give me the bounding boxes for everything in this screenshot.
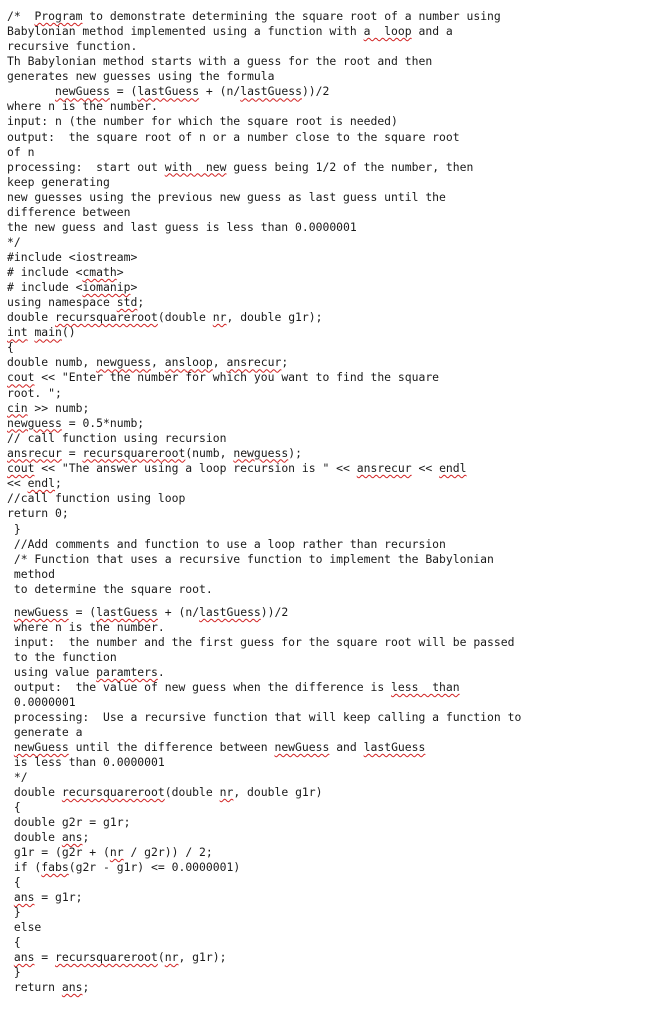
code-text: { xyxy=(7,800,21,814)
code-text: double numb, xyxy=(7,355,97,370)
code-text: , xyxy=(151,355,165,370)
spellcheck-underlined-word: ansloop xyxy=(164,355,213,370)
code-line xyxy=(7,250,137,265)
code-line xyxy=(7,567,55,582)
code-text: ; xyxy=(137,295,145,310)
code-line xyxy=(7,965,21,980)
code-line xyxy=(7,220,357,235)
code-text: Babylonian method implemented using a function with xyxy=(7,24,364,39)
spellcheck-underlined-word: ans xyxy=(13,890,35,904)
spellcheck-underlined-word: paramters xyxy=(96,665,158,679)
code-line xyxy=(7,950,226,965)
code-text: */ xyxy=(7,234,21,249)
code-line xyxy=(7,431,226,446)
code-text: << "Enter the number for which you want to find the square xyxy=(34,370,440,385)
code-text: # include < xyxy=(7,280,83,295)
code-text: new guesses using the previous new guess as last guess until the xyxy=(7,189,446,204)
code-line xyxy=(7,935,21,950)
code-line xyxy=(7,99,158,114)
code-text: root. "; xyxy=(7,385,62,400)
code-text: return 0; xyxy=(7,506,69,520)
code-text: , xyxy=(212,355,227,370)
spellcheck-underlined-word: lastGuess xyxy=(199,605,261,619)
spellcheck-underlined-word: ansrecur xyxy=(356,460,412,475)
code-text: { xyxy=(7,875,21,889)
code-text: output: the value of new guess when the difference is xyxy=(7,680,392,694)
code-line xyxy=(7,680,460,695)
code-line xyxy=(7,325,76,340)
code-line xyxy=(7,537,446,552)
code-text: ( xyxy=(157,950,165,964)
code-line xyxy=(7,386,62,401)
code-text: double xyxy=(7,785,62,799)
code-text: ; xyxy=(82,830,90,844)
code-text: until the difference between xyxy=(68,740,275,754)
spellcheck-underlined-word: recursquareroot xyxy=(61,785,165,799)
spellcheck-underlined-word: int xyxy=(7,325,28,340)
code-text: and xyxy=(329,740,364,754)
code-text: ; xyxy=(55,475,62,490)
code-text: (double xyxy=(157,310,213,325)
code-line xyxy=(7,39,137,54)
code-text: > xyxy=(116,265,124,279)
code-text: ))/2 xyxy=(301,84,330,99)
code-line xyxy=(7,920,41,935)
code-text: () xyxy=(61,325,76,340)
code-line xyxy=(7,785,323,800)
code-text: using namespace xyxy=(7,295,117,310)
code-line xyxy=(7,84,329,99)
code-line xyxy=(7,800,21,815)
spellcheck-underlined-word: newGuess xyxy=(55,84,110,99)
code-text: , double g1r) xyxy=(233,785,323,799)
code-line xyxy=(7,491,185,506)
code-text: of n xyxy=(7,144,35,159)
spellcheck-underlined-word: cout xyxy=(7,460,35,475)
code-text: guess being 1/2 of the number, then xyxy=(226,159,474,174)
spellcheck-underlined-word: endl xyxy=(439,460,467,475)
code-text: # include < xyxy=(7,265,83,279)
code-line xyxy=(7,295,144,310)
code-text: // call function using recursion xyxy=(7,430,227,445)
code-line xyxy=(7,205,130,220)
code-text: << "The answer using a loop recursion is " << xyxy=(34,460,357,475)
code-text xyxy=(7,740,14,754)
spellcheck-underlined-word: with new xyxy=(164,159,227,174)
spellcheck-underlined-word: less than xyxy=(391,680,460,694)
spellcheck-underlined-word: lastGuess xyxy=(137,84,200,99)
code-text: to demonstrate determining the square root of a number using xyxy=(82,9,501,23)
code-text: ); xyxy=(288,445,302,460)
code-line xyxy=(7,770,28,785)
code-line xyxy=(7,9,501,24)
code-line xyxy=(7,160,473,175)
code-text xyxy=(7,84,55,98)
code-line xyxy=(7,665,165,680)
code-line xyxy=(7,845,213,860)
code-line xyxy=(7,280,137,295)
code-line xyxy=(7,69,274,84)
code-text: */ xyxy=(7,770,28,784)
code-line xyxy=(7,340,14,355)
spellcheck-underlined-word: newguess xyxy=(233,445,289,460)
spellcheck-underlined-word: newGuess xyxy=(274,740,330,754)
spellcheck-underlined-word: ans xyxy=(61,830,83,844)
spellcheck-underlined-word: cmath xyxy=(82,265,117,279)
code-text: > xyxy=(130,280,138,295)
code-text: ))/2 xyxy=(260,605,289,619)
spellcheck-underlined-word: main xyxy=(34,325,62,340)
code-text: = ( xyxy=(109,84,138,99)
spellcheck-underlined-word: cin xyxy=(7,400,28,415)
code-text: using value xyxy=(7,665,97,679)
code-text: is less than 0.0000001 xyxy=(7,755,165,769)
code-text: = ( xyxy=(68,605,97,619)
code-line xyxy=(7,476,62,491)
code-text: else xyxy=(7,920,42,934)
code-line xyxy=(7,54,432,69)
code-line xyxy=(7,190,446,205)
code-line xyxy=(7,905,21,920)
spellcheck-underlined-word: endl xyxy=(27,475,56,490)
code-text: = 0.5*numb; xyxy=(61,415,145,430)
code-line xyxy=(7,24,453,39)
spellcheck-underlined-word: newguess xyxy=(7,415,62,430)
spellcheck-underlined-word: ansrecur xyxy=(7,445,62,460)
code-text: /* xyxy=(7,9,35,23)
code-text: method xyxy=(7,567,56,581)
code-text: return xyxy=(7,980,62,994)
spellcheck-underlined-word: ans xyxy=(61,980,83,994)
code-line xyxy=(7,506,69,521)
code-line xyxy=(7,980,89,995)
code-text: recursive function. xyxy=(7,39,138,54)
spellcheck-underlined-word: cout xyxy=(7,370,35,385)
spellcheck-underlined-word: iomanip xyxy=(82,280,131,295)
code-line xyxy=(7,175,110,190)
code-line xyxy=(7,860,240,875)
code-text: } xyxy=(7,522,21,536)
spellcheck-underlined-word: recursquareroot xyxy=(82,445,186,460)
code-line xyxy=(7,522,21,537)
spellcheck-underlined-word: fabs xyxy=(41,860,69,874)
code-text: } xyxy=(7,965,21,979)
code-text: generate a xyxy=(7,725,83,739)
code-text: where n is the number. xyxy=(7,620,165,634)
spellcheck-underlined-word: newguess xyxy=(96,355,152,370)
code-line xyxy=(7,875,21,890)
code-text: + (n/ xyxy=(157,605,200,619)
code-text: #include <iostream> xyxy=(7,250,138,264)
code-text: } xyxy=(7,905,21,919)
code-line xyxy=(7,635,514,650)
spellcheck-underlined-word: Program xyxy=(34,9,83,23)
code-text: >> numb; xyxy=(27,400,90,415)
code-line xyxy=(7,830,89,845)
code-text xyxy=(7,950,14,964)
code-text: keep generating xyxy=(7,174,110,189)
code-text: { xyxy=(7,935,21,949)
code-text: processing: start out xyxy=(7,159,165,174)
code-line xyxy=(7,401,89,416)
spellcheck-underlined-word: nr xyxy=(164,950,179,964)
spellcheck-underlined-word: ans xyxy=(13,950,35,964)
code-line xyxy=(7,710,521,725)
code-text: output: the square root of n or a number close to the square root xyxy=(7,129,460,144)
code-text: if ( xyxy=(7,860,42,874)
code-text: and a xyxy=(411,24,453,39)
code-text: (g2r - g1r) <= 0.0000001) xyxy=(68,860,241,874)
code-text: , double g1r); xyxy=(226,310,323,325)
code-text: / g2r)) / 2; xyxy=(123,845,213,859)
spellcheck-underlined-word: lastGuess xyxy=(240,84,302,99)
code-text: = g1r; xyxy=(34,890,83,904)
code-text: //call function using loop xyxy=(7,490,186,505)
code-line xyxy=(7,815,130,830)
code-text: input: the number and the first guess for the square root will be passed xyxy=(7,635,515,649)
code-line xyxy=(7,130,460,145)
code-line xyxy=(7,355,288,370)
code-line xyxy=(7,650,117,665)
code-text: (numb, xyxy=(185,445,234,460)
spellcheck-underlined-word: recursquareroot xyxy=(55,310,158,325)
code-text: double xyxy=(7,310,56,325)
code-text: to determine the square root. xyxy=(7,582,213,596)
spellcheck-underlined-word: lastGuess xyxy=(363,740,426,754)
code-text: = xyxy=(34,950,56,964)
code-text: << xyxy=(7,475,28,490)
code-line xyxy=(7,582,213,597)
code-text: double g2r = g1r; xyxy=(7,815,131,829)
code-text: //Add comments and function to use a loop rather than recursion xyxy=(7,537,446,551)
code-line xyxy=(7,416,144,431)
code-line xyxy=(7,461,467,476)
code-text xyxy=(7,605,14,619)
code-text xyxy=(7,890,14,904)
spellcheck-underlined-word: ansrecur xyxy=(226,355,282,370)
code-line xyxy=(7,145,34,160)
code-text: where n is the number. xyxy=(7,99,158,114)
code-line xyxy=(7,370,439,385)
code-text: input: n (the number for which the square root is needed) xyxy=(7,114,398,129)
code-text: 0.0000001 xyxy=(7,695,76,709)
code-text: { xyxy=(7,340,14,355)
code-line xyxy=(7,114,398,129)
code-text: the new guess and last guess is less than 0.0000001 xyxy=(7,219,357,234)
code-line xyxy=(7,552,494,567)
spellcheck-underlined-word: newGuess xyxy=(13,605,69,619)
code-text: generates new guesses using the formula xyxy=(7,69,275,84)
code-line xyxy=(7,235,21,250)
spellcheck-underlined-word: a loop xyxy=(363,24,412,39)
spellcheck-underlined-word: std xyxy=(116,295,138,310)
code-text: , g1r); xyxy=(178,950,227,964)
code-line xyxy=(7,725,82,740)
code-text: /* Function that uses a recursive function to implement the Babylonian xyxy=(7,552,494,566)
code-text: + (n/ xyxy=(199,84,241,99)
code-line xyxy=(7,620,165,635)
code-text: double xyxy=(7,830,62,844)
spellcheck-underlined-word: nr xyxy=(219,785,234,799)
code-text: g1r = (g2r + ( xyxy=(7,845,110,859)
code-line xyxy=(7,310,323,325)
code-text: << xyxy=(411,460,440,475)
code-text: = xyxy=(61,445,83,460)
spellcheck-underlined-word: nr xyxy=(212,310,227,325)
spellcheck-underlined-word: nr xyxy=(109,845,124,859)
code-line xyxy=(7,265,124,280)
code-text: ; xyxy=(281,355,289,370)
code-text: difference between xyxy=(7,204,131,219)
code-text: ; xyxy=(82,980,90,994)
code-line xyxy=(7,740,425,755)
spellcheck-underlined-word: lastGuess xyxy=(96,605,158,619)
code-text: Th Babylonian method starts with a guess for the root and then xyxy=(7,54,433,69)
code-line xyxy=(7,605,288,620)
code-line xyxy=(7,755,165,770)
code-text: (double xyxy=(164,785,220,799)
spellcheck-underlined-word: newGuess xyxy=(13,740,69,754)
code-text: to the function xyxy=(7,650,117,664)
code-line xyxy=(7,695,76,710)
code-text: . xyxy=(157,665,165,679)
code-line xyxy=(7,890,82,905)
spellcheck-underlined-word: recursquareroot xyxy=(55,950,158,964)
code-text: processing: Use a recursive function that will keep calling a function to xyxy=(7,710,522,724)
code-line xyxy=(7,446,302,461)
